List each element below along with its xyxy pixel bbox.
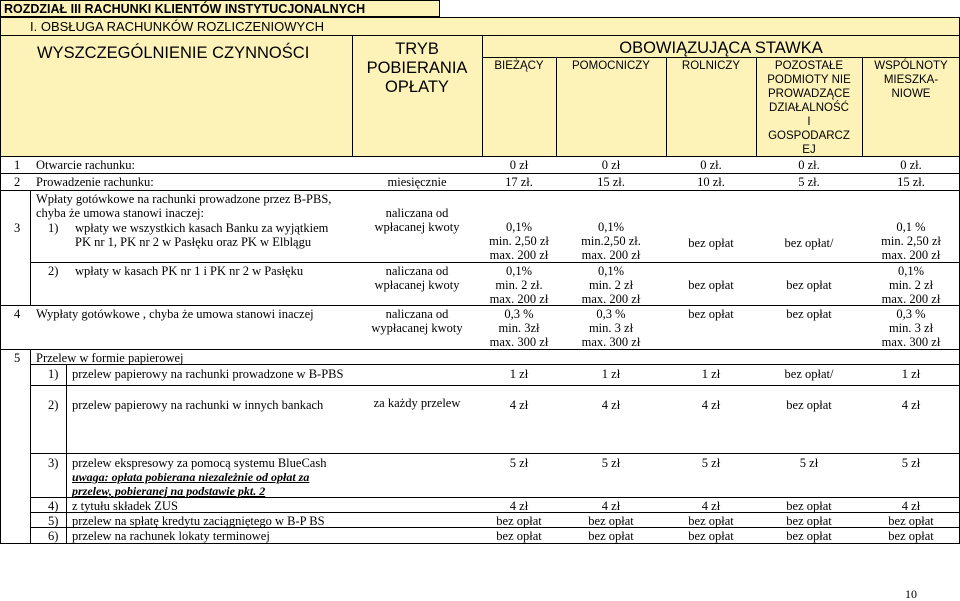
mode-column-header-3: OPŁATY [385, 78, 449, 96]
row4-current-1: 0,3 % [504, 307, 534, 321]
row2-current: 17 zł. [505, 175, 533, 189]
section-title: I. OBSŁUGA RACHUNKÓW ROZLICZENIOWYCH [30, 19, 324, 34]
rate-column-header: OBOWIĄZUJĄCA STAWKA [619, 39, 823, 57]
other-column-header-7: EJ [802, 144, 816, 156]
row4-label: Wypłaty gotówkowe , chyba że umowa stanowi inaczej [36, 307, 314, 321]
row3-2-aux-2: min. 2 zł [588, 278, 634, 292]
row5-6-current: bez opłat [496, 529, 542, 543]
row2-other: 5 zł. [798, 175, 820, 189]
row3-1-housing-3: max. 200 zł [881, 248, 941, 262]
other-column-header-2: PODMIOTY NIE [767, 74, 851, 86]
row5-5-label: przelew na spłatę kredytu zaciągniętego w B-P BS [72, 514, 325, 528]
other-column-header-1: POZOSTAŁE [774, 60, 844, 72]
row1-number: 1 [14, 158, 21, 172]
row3-2-current-3: max. 200 zł [489, 292, 549, 306]
other-column-header-5: I [807, 116, 811, 128]
row5-1-housing: 1 zł [901, 367, 921, 381]
row5-number: 5 [14, 351, 21, 365]
row3-2-current-2: min. 2 zł. [495, 278, 543, 292]
row1-other: 0 zł. [798, 158, 820, 172]
row3-2-agricultural: bez opłat [688, 278, 734, 292]
row3-2-other: bez opłat [786, 278, 832, 292]
housing-column-header-2: MIESZKA- [883, 74, 939, 86]
row3-1-aux-1: 0,1% [597, 220, 625, 234]
row5-3-housing: 5 zł [901, 456, 921, 470]
row4-agricultural: bez opłat [688, 307, 734, 321]
row5-5-number: 5) [48, 514, 59, 528]
row5-1-agricultural: 1 zł [701, 367, 721, 381]
row3-2-current-1: 0,1% [505, 264, 533, 278]
row2-mode: miesięcznie [387, 175, 447, 189]
row5-4-label: z tytułu składek ZUS [72, 499, 178, 513]
row5-3-note-2: przelew, pobieranej na podstawie pkt. 2 [72, 484, 266, 498]
row4-current-3: max. 300 zł [489, 335, 549, 349]
row3-1-current-2: min. 2,50 zł [489, 234, 549, 248]
row3-1-agricultural: bez opłat [688, 236, 734, 250]
row5-4-agricultural: 4 zł [701, 499, 721, 513]
row3-2-mode-1: naliczana od [385, 264, 449, 278]
row5-3-auxiliary: 5 zł [601, 456, 621, 470]
row2-number: 2 [14, 175, 21, 189]
row4-number: 4 [14, 307, 21, 321]
row5-4-housing: 4 zł [901, 499, 921, 513]
row5-5-agricultural: bez opłat [688, 514, 734, 528]
row3-2-label: wpłaty w kasach PK nr 1 i PK nr 2 w Pasłęku [75, 264, 304, 278]
row5-5-auxiliary: bez opłat [588, 514, 634, 528]
row1-auxiliary: 0 zł [601, 158, 621, 172]
page-number: 10 [905, 587, 917, 601]
row5-label: Przelew w formie papierowej [36, 351, 184, 365]
row3-1-current-1: 0,1% [505, 220, 533, 234]
row5-3-other: 5 zł [799, 456, 819, 470]
row5-2-agricultural: 4 zł [701, 398, 721, 412]
row5-6-auxiliary: bez opłat [588, 529, 634, 543]
row3-2-aux-3: max. 200 zł [581, 292, 641, 306]
row4-current-2: min. 3zł [498, 321, 540, 335]
row5-2-label: przelew papierowy na rachunki w innych bankach [72, 398, 324, 412]
row1-current: 0 zł [509, 158, 529, 172]
row3-2-housing-1: 0,1% [897, 264, 925, 278]
row3-label-1: Wpłaty gotówkowe na rachunki prowadzone przez B-PBS, [36, 192, 332, 206]
row3-1-other: bez opłat/ [784, 236, 834, 250]
row5-3-agricultural: 5 zł [701, 456, 721, 470]
housing-column-header-3: NIOWE [891, 88, 931, 100]
row3-1-label-1: wpłaty we wszystkich kasach Banku za wyjątkiem [75, 221, 329, 235]
row5-2-number: 2) [48, 398, 59, 412]
row5-6-number: 6) [48, 529, 59, 543]
row3-mode-2: wpłacanej kwoty [374, 220, 460, 234]
row4-aux-2: min. 3 zł [588, 321, 634, 335]
row5-3-note-1: uwaga: opłata pobierana niezależnie od opłat za [72, 470, 310, 484]
other-column-header-6: GOSPODARCZ [768, 130, 850, 142]
row3-2-housing-2: min. 2 zł [888, 278, 934, 292]
row5-4-number: 4) [48, 499, 59, 513]
agricultural-column-header: ROLNICZY [681, 60, 741, 72]
chapter-title: ROZDZIAŁ III RACHUNKI KLIENTÓW INSTYTUCJONALNYCH [4, 2, 366, 16]
row3-label-2: chyba że umowa stanowi inaczej: [36, 206, 204, 220]
row5-2-mode: za każdy przelew [373, 396, 461, 410]
row5-5-housing: bez opłat [888, 514, 934, 528]
row3-1-current-3: max. 200 zł [489, 248, 549, 262]
row4-housing-1: 0,3 % [896, 307, 926, 321]
row3-1-aux-2: min.2,50 zł. [581, 234, 641, 248]
row2-auxiliary: 15 zł. [597, 175, 625, 189]
auxiliary-column-header: POMOCNICZY [572, 60, 650, 72]
current-column-header: BIEŻĄCY [494, 60, 544, 72]
row5-2-current: 4 zł [509, 398, 529, 412]
row4-mode-2: wypłacanej kwoty [371, 321, 463, 335]
mode-column-header-2: POBIERANIA [366, 59, 468, 77]
row5-3-label: przelew ekspresowy za pomocą systemu BlueCash [72, 456, 327, 470]
housing-column-header-1: WSPÓLNOTY [874, 60, 948, 72]
row4-other: bez opłat [786, 307, 832, 321]
row4-housing-3: max. 300 zł [881, 335, 941, 349]
row5-6-agricultural: bez opłat [688, 529, 734, 543]
row5-5-current: bez opłat [496, 514, 542, 528]
row3-1-housing-2: min. 2,50 zł [881, 234, 941, 248]
row5-1-auxiliary: 1 zł [601, 367, 621, 381]
row5-1-label: przelew papierowy na rachunki prowadzone w B-PBS [72, 367, 344, 381]
row5-3-current: 5 zł [509, 456, 529, 470]
row3-mode-1: naliczana od [385, 206, 449, 220]
row4-housing-2: min. 3 zł [888, 321, 934, 335]
row4-aux-1: 0,3 % [596, 307, 626, 321]
row3-1-number: 1) [48, 221, 59, 235]
row1-label: Otwarcie rachunku: [36, 158, 135, 172]
row2-agricultural: 10 zł. [697, 175, 725, 189]
row5-2-auxiliary: 4 zł [601, 398, 621, 412]
row2-housing: 15 zł. [897, 175, 925, 189]
row5-4-other: bez opłat [786, 499, 832, 513]
row5-6-housing: bez opłat [888, 529, 934, 543]
row2-label: Prowadzenie rachunku: [36, 175, 154, 189]
row3-number: 3 [14, 221, 21, 235]
mode-column-header-1: TRYB [395, 40, 439, 58]
row5-2-other: bez opłat [786, 398, 832, 412]
row5-2-housing: 4 zł [901, 398, 921, 412]
row3-1-label-2: PK nr 1, PK nr 2 w Pasłęku oraz PK w Elblągu [75, 235, 312, 249]
row3-2-housing-3: max. 200 zł [881, 292, 941, 306]
row1-housing: 0 zł. [900, 158, 922, 172]
row5-5-other: bez opłat [786, 514, 832, 528]
row3-2-number: 2) [48, 264, 59, 278]
row3-1-aux-3: max. 200 zł [581, 248, 641, 262]
row3-2-mode-2: wpłacanej kwoty [374, 278, 460, 292]
row5-3-number: 3) [48, 456, 59, 470]
row5-6-label: przelew na rachunek lokaty terminowej [72, 529, 270, 543]
other-column-header-4: DZIAŁALNOŚĆ [769, 102, 849, 114]
activity-column-header: WYSZCZEGÓLNIENIE CZYNNOŚCI [37, 44, 310, 62]
row5-4-current: 4 zł [509, 499, 529, 513]
row4-aux-3: max. 300 zł [581, 335, 641, 349]
row3-2-aux-1: 0,1% [597, 264, 625, 278]
other-column-header-3: PROWADZĄCE [768, 88, 850, 100]
row5-6-other: bez opłat [786, 529, 832, 543]
row5-4-auxiliary: 4 zł [601, 499, 621, 513]
row5-1-number: 1) [48, 367, 59, 381]
row4-mode-1: naliczana od [385, 307, 449, 321]
row3-1-housing-1: 0,1 % [896, 220, 926, 234]
row5-1-current: 1 zł [509, 367, 529, 381]
row5-1-other: bez opłat/ [784, 367, 834, 381]
row1-agricultural: 0 zł. [700, 158, 722, 172]
